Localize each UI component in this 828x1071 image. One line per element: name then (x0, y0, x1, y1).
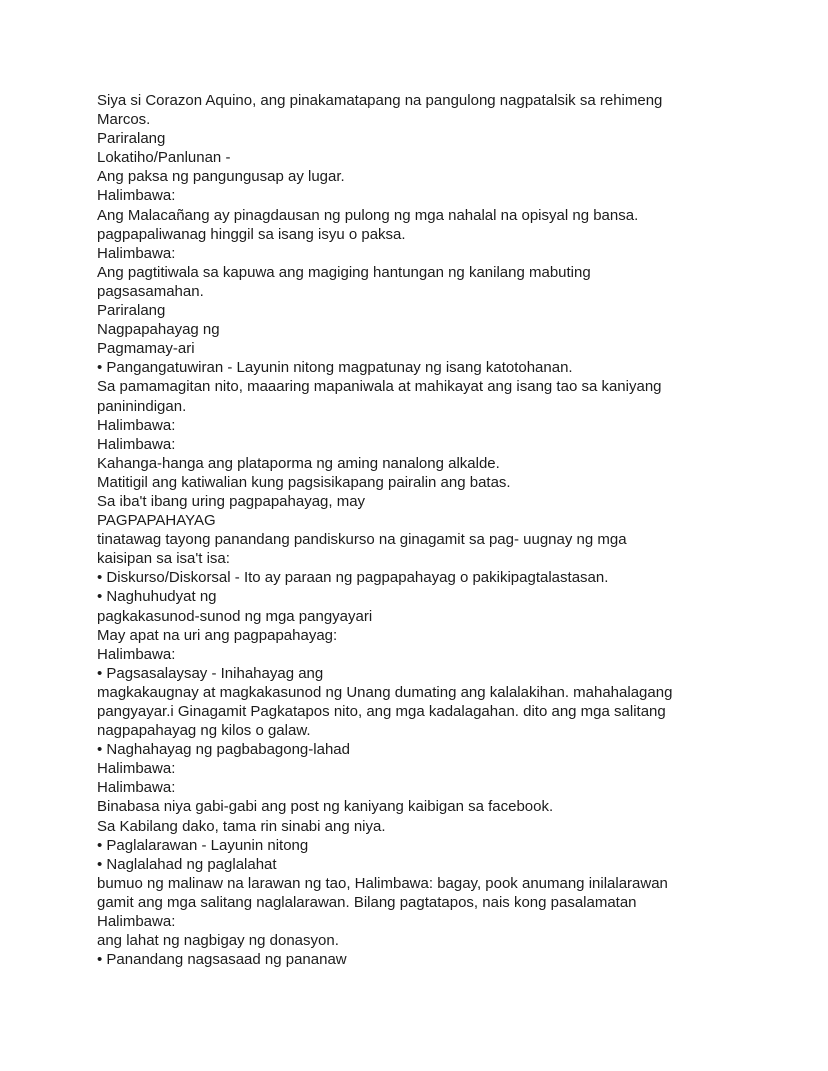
text-line: Kahanga-hanga ang plataporma ng aming nanalong alkalde. (97, 454, 500, 472)
text-line: • Diskurso/Diskorsal - Ito ay paraan ng pagpapahayag o pakikipagtalastasan. (97, 569, 609, 587)
text-line: Matitigil ang katiwalian kung pagsisikapang pairalin ang batas. (97, 473, 511, 491)
text-line: pagsasamahan. (97, 282, 204, 300)
text-line: May apat na uri ang pagpapahayag: (97, 626, 338, 644)
text-line: • Naghahayag ng pagbabagong-lahad (97, 741, 350, 759)
text-line: kaisipan sa isa't isa: (97, 550, 230, 568)
text-line: Halimbawa: (97, 435, 176, 453)
text-line: Halimbawa: (97, 779, 176, 797)
text-line: Ang pagtitiwala sa kapuwa ang magiging hantungan ng kanilang mabuting (97, 263, 591, 281)
text-line: Halimbawa: (97, 645, 176, 663)
text-line: • Naghuhudyat ng (97, 588, 217, 606)
text-line: PAGPAPAHAYAG (97, 512, 216, 530)
text-line: nagpapahayag ng kilos o galaw. (97, 722, 311, 740)
text-line: pangyayar.i Ginagamit Pagkatapos nito, ang mga kadalagahan. dito ang mga salitang (97, 703, 666, 720)
text-line: • Pagsasalaysay - Inihahayag ang (97, 664, 324, 682)
text-line: bumuo ng malinaw na larawan ng tao, Halimbawa: bagay, pook anumang inilalarawan (97, 874, 668, 892)
text-line: Sa pamamagitan nito, maaaring mapaniwala at mahikayat ang isang tao sa kaniyang (97, 378, 662, 396)
text-line: Sa iba't ibang uring pagpapahayag, may (97, 492, 366, 510)
text-line: • Naglalahad ng paglalahat (97, 855, 277, 873)
text-line: Halimbawa: (97, 760, 176, 778)
text-line: Binabasa niya gabi-gabi ang post ng kaniyang kaibigan sa facebook. (97, 798, 554, 816)
text-line: pagkakasunod-sunod ng mga pangyayari (97, 607, 373, 625)
text-line: gamit ang mga salitang naglalarawan. Bilang pagtatapos, nais kong pasalamatan (97, 893, 637, 911)
text-line: magkakaugnay at magkakasunod ng Unang dumating ang kalalakihan. mahahalagang (97, 683, 673, 701)
text-line: • Panandang nagsasaad ng pananaw (97, 951, 347, 969)
document-text-block (97, 91, 757, 969)
text-line: tinatawag tayong panandang pandiskurso na ginagamit sa pag- uugnay ng mga (97, 531, 627, 549)
text-line: Lokatiho/Panlunan - (97, 149, 231, 167)
text-line: Halimbawa: (97, 187, 176, 205)
text-line: Pagmamay-ari (97, 340, 195, 358)
text-line: Pariralang (97, 302, 166, 320)
text-line: Nagpapahayag ng (97, 321, 220, 339)
text-line: Sa Kabilang dako, tama rin sinabi ang niya. (97, 817, 386, 835)
text-line: Ang Malacañang ay pinagdausan ng pulong ng mga nahalal na opisyal ng bansa. (97, 206, 639, 224)
text-line: Marcos. (97, 111, 151, 129)
text-line: Pariralang (97, 130, 166, 148)
text-line: Halimbawa: (97, 416, 176, 434)
text-line: ang lahat ng nagbigay ng donasyon. (97, 932, 339, 950)
text-line: paninindigan. (97, 397, 187, 415)
text-line: Siya si Corazon Aquino, ang pinakamatapang na pangulong nagpatalsik sa rehimeng (97, 92, 663, 109)
text-line: Halimbawa: (97, 913, 176, 931)
text-line: • Pangangatuwiran - Layunin nitong magpatunay ng isang katotohanan. (97, 359, 573, 377)
text-line: Halimbawa: (97, 244, 176, 262)
text-line: Ang paksa ng pangungusap ay lugar. (97, 168, 345, 186)
text-line: pagpapaliwanag hinggil sa isang isyu o paksa. (97, 225, 406, 243)
text-line: • Paglalarawan - Layunin nitong (97, 836, 309, 854)
